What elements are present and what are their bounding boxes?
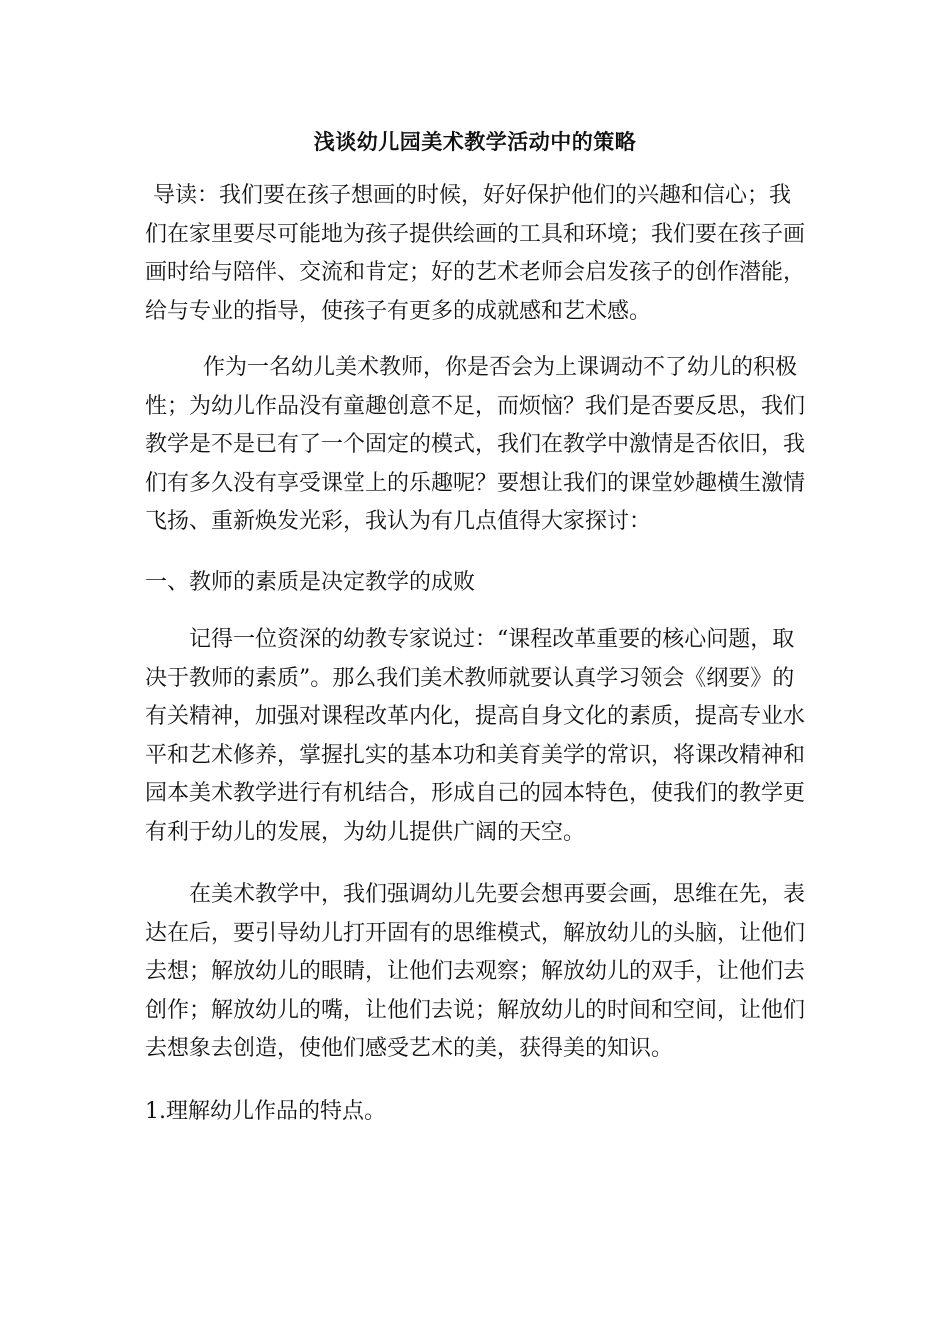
subsection-1-heading: 1.理解幼儿作品的特点。	[145, 1099, 386, 1124]
paragraph-3: 在美术教学中，我们强调幼儿先要会想再要会画，思维在先，表达在后，要引导幼儿打开固有的思维模式，解放幼儿的头脑，让他们去想；解放幼儿的眼睛，让他们去观察；解放幼儿的双手，让他们去创作；解放幼儿的嘴，让他们去说；解放幼儿的时间和空间，让他们去想象去创造，使他们感受艺术的美，获得美的知识。	[145, 882, 806, 1061]
document-title: 浅谈幼儿园美术教学活动中的策略	[313, 130, 637, 154]
paragraph-1: 作为一名幼儿美术教师，你是否会为上课调动不了幼儿的积极性；为幼儿作品没有童趣创意不足，而烦恼？我们是否要反思，我们教学是不是已有了一个固定的模式，我们在教学中激情是否依旧，我们有多久没有享受课堂上的乐趣呢？要想让我们的课堂妙趣横生激情飞扬、重新焕发光彩，我认为有几点值得大家探讨：	[145, 355, 806, 534]
intro-paragraph: 导读：我们要在孩子想画的时候，好好保护他们的兴趣和信心；我们在家里要尽可能地为孩子提供绘画的工具和环境；我们要在孩子画画时给与陪伴、交流和肯定；好的艺术老师会启发孩子的创作潜能，给与专业的指导，使孩子有更多的成就感和艺术感。	[145, 183, 806, 324]
section-1-heading: 一、教师的素质是决定教学的成败	[145, 570, 476, 595]
paragraph-2: 记得一位资深的幼教专家说过：“课程改革重要的核心问题，取决于教师的素质”。那么我们美术教师就要认真学习领会《纲要》的有关精神，加强对课程改革内化，提高自身文化的素质，提高专业水平和艺术修养，掌握扎实的基本功和美育美学的常识，将课改精神和园本美术教学进行有机结合，形成自己的园本特色，使我们的教学更有利于幼儿的发展，为幼儿提供广阔的天空。	[145, 627, 806, 845]
